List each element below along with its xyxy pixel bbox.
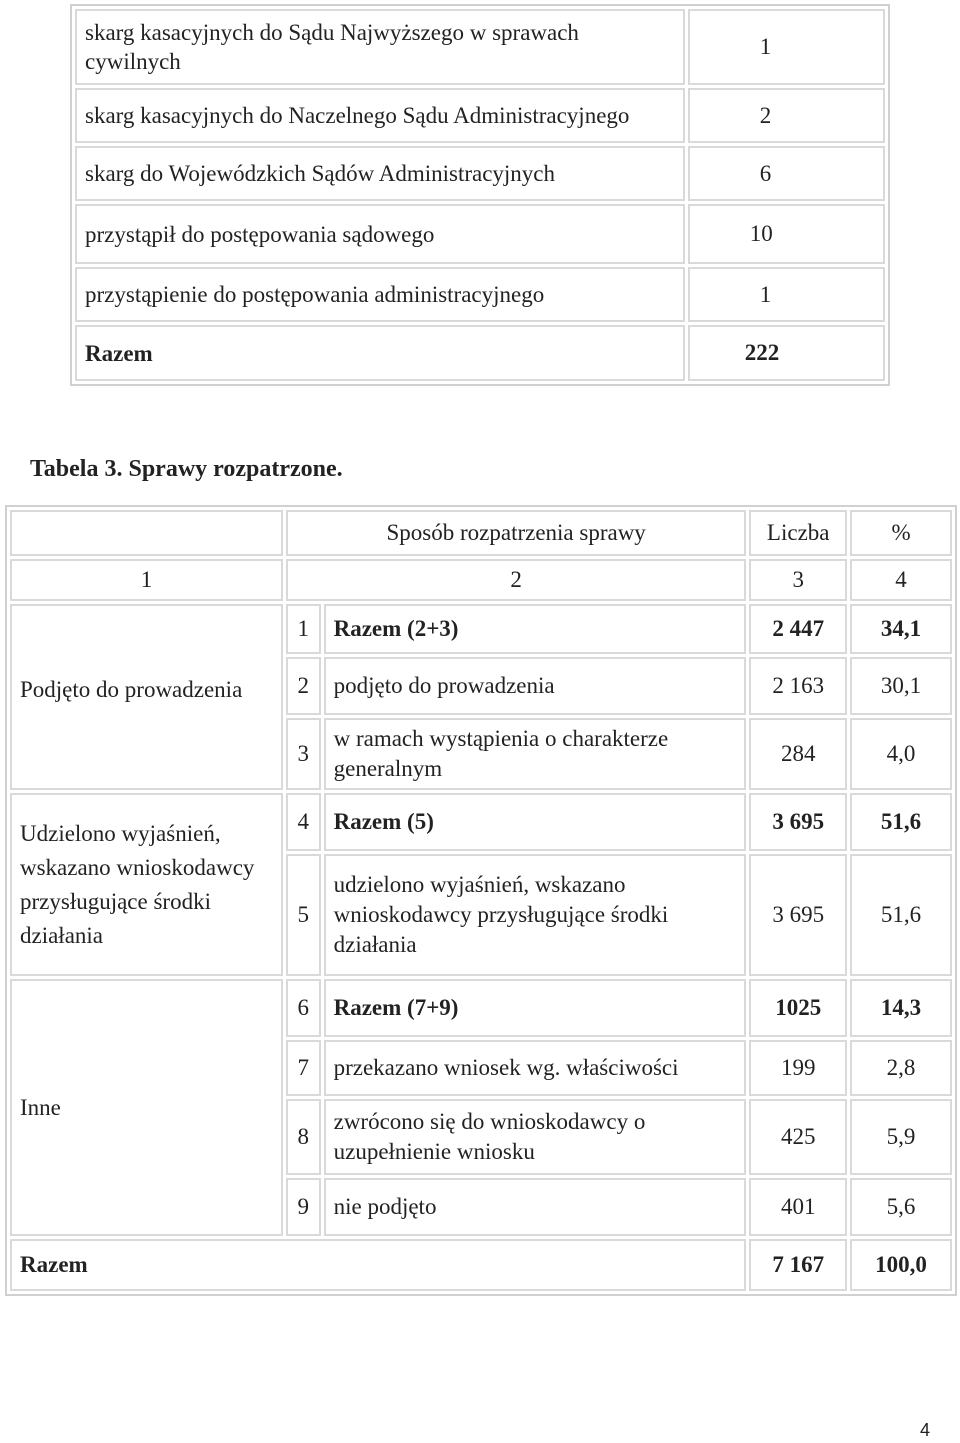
row-label: skarg do Wojewódzkich Sądów Administracyjnych bbox=[75, 146, 685, 201]
header-count: Liczba bbox=[749, 510, 847, 556]
table-row bbox=[75, 88, 885, 143]
group-label: Udzielono wyjaśnień, wskazano wnioskodawcy przysługujące środki działania bbox=[10, 793, 283, 976]
table-row bbox=[10, 793, 952, 851]
row-count: 2 447 bbox=[749, 604, 847, 654]
row-percent: 5,6 bbox=[850, 1178, 952, 1236]
table-total-row bbox=[75, 325, 885, 381]
row-description: zwrócono się do wnioskodawcy o uzupełnienie wniosku bbox=[324, 1099, 747, 1175]
col-number: 2 bbox=[286, 559, 746, 601]
top-table bbox=[70, 4, 890, 386]
row-number: 2 bbox=[286, 657, 321, 715]
row-value: 6 bbox=[688, 146, 885, 201]
row-description: udzielono wyjaśnień, wskazano wnioskodawcy przysługujące środki działania bbox=[324, 854, 747, 976]
row-percent: 2,8 bbox=[850, 1040, 952, 1096]
row-value: 1 bbox=[688, 267, 885, 322]
total-value: 222 bbox=[688, 325, 885, 381]
table-row bbox=[10, 979, 952, 1037]
group-label bbox=[10, 604, 283, 790]
row-number: 1 bbox=[286, 604, 321, 654]
row-description: podjęto do prowadzenia bbox=[324, 657, 747, 715]
row-number: 6 bbox=[286, 979, 321, 1037]
table-row bbox=[75, 9, 885, 85]
row-count: 2 163 bbox=[749, 657, 847, 715]
group-label: Inne bbox=[10, 979, 283, 1236]
table-total-row bbox=[10, 1239, 952, 1291]
col-number: 3 bbox=[749, 559, 847, 601]
table-row bbox=[10, 604, 952, 654]
row-description: nie podjęto bbox=[324, 1178, 747, 1236]
main-table bbox=[5, 505, 957, 1296]
row-number: 4 bbox=[286, 793, 321, 851]
row-label: przystąpienie do postępowania administracyjnego bbox=[75, 267, 685, 322]
row-count: 3 695 bbox=[749, 854, 847, 976]
table-caption: Tabela 3. Sprawy rozpatrzone. bbox=[30, 456, 343, 482]
column-number-row bbox=[10, 559, 952, 601]
row-number: 8 bbox=[286, 1099, 321, 1175]
row-label: skarg kasacyjnych do Sądu Najwyższego w sprawach cywilnych bbox=[75, 9, 685, 85]
row-number: 3 bbox=[286, 718, 321, 790]
total-label: Razem bbox=[10, 1239, 746, 1291]
row-description: Razem (7+9) bbox=[324, 979, 747, 1037]
header-percent: % bbox=[850, 510, 952, 556]
total-label: Razem bbox=[75, 325, 685, 381]
row-description: Razem (5) bbox=[324, 793, 747, 851]
row-count: 284 bbox=[749, 718, 847, 790]
page-number: 4 bbox=[920, 1420, 931, 1440]
total-count: 7 167 bbox=[749, 1239, 847, 1291]
row-percent: 51,6 bbox=[850, 793, 952, 851]
header-empty-cell bbox=[10, 510, 283, 556]
row-count: 199 bbox=[749, 1040, 847, 1096]
header-method: Sposób rozpatrzenia sprawy bbox=[286, 510, 746, 556]
row-count: 425 bbox=[749, 1099, 847, 1175]
row-value: 2 bbox=[688, 88, 885, 143]
row-description: przekazano wniosek wg. właściwości bbox=[324, 1040, 747, 1096]
col-number: 4 bbox=[850, 559, 952, 601]
row-percent: 14,3 bbox=[850, 979, 952, 1037]
row-label: skarg kasacyjnych do Naczelnego Sądu Administracyjnego bbox=[75, 88, 685, 143]
table-row bbox=[75, 204, 885, 264]
header-row bbox=[10, 510, 952, 556]
table-row bbox=[75, 146, 885, 201]
total-percent: 100,0 bbox=[850, 1239, 952, 1291]
row-count: 1025 bbox=[749, 979, 847, 1037]
row-percent: 51,6 bbox=[850, 854, 952, 976]
row-percent: 34,1 bbox=[850, 604, 952, 654]
row-value: 1 bbox=[688, 9, 885, 85]
row-number: 5 bbox=[286, 854, 321, 976]
row-percent: 4,0 bbox=[850, 718, 952, 790]
row-percent: 5,9 bbox=[850, 1099, 952, 1175]
row-count: 3 695 bbox=[749, 793, 847, 851]
group-label-text: Podjęto do prowadzenia bbox=[20, 677, 243, 702]
row-value: 10 bbox=[688, 204, 885, 264]
row-description: Razem (2+3) bbox=[324, 604, 747, 654]
row-label: przystąpił do postępowania sądowego bbox=[75, 204, 685, 264]
table-row bbox=[75, 267, 885, 322]
row-percent: 30,1 bbox=[850, 657, 952, 715]
col-number: 1 bbox=[10, 559, 283, 601]
row-description: w ramach wystąpienia o charakterze generalnym bbox=[324, 718, 747, 790]
row-number: 9 bbox=[286, 1178, 321, 1236]
row-number: 7 bbox=[286, 1040, 321, 1096]
row-count: 401 bbox=[749, 1178, 847, 1236]
